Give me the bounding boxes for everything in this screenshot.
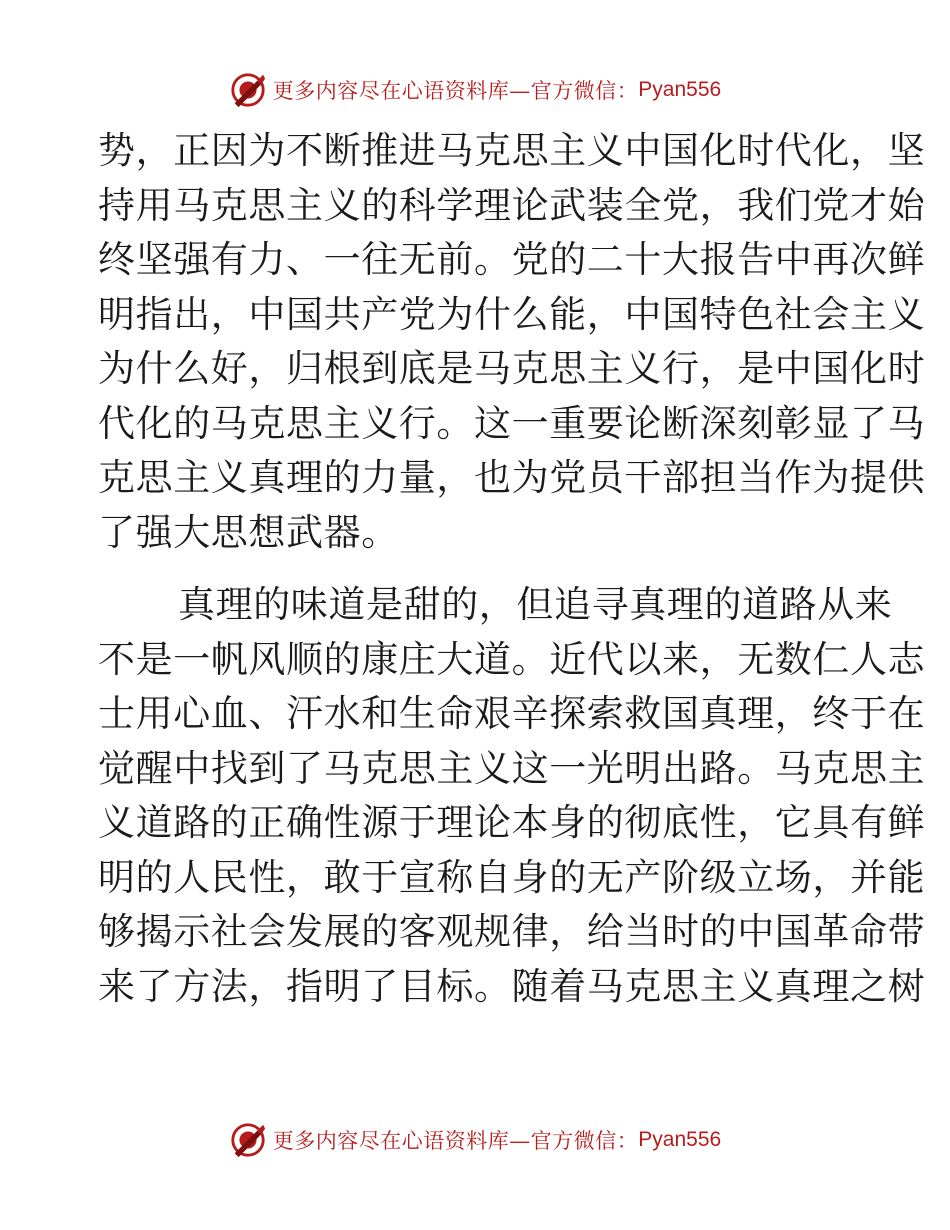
text-line: 终坚强有力、一往无前。党的二十大报告中再次鲜 (98, 238, 926, 281)
text-line: 够揭示社会发展的客观规律，给当时的中国革命带 (98, 910, 926, 953)
text-line: 真理的味道是甜的，但追寻真理的道路从来 (178, 583, 893, 626)
paragraph-gap (98, 560, 848, 578)
text-line: 觉醒中找到了马克思主义这一光明出路。马克思主 (98, 746, 926, 790)
footer-wechat-id: Pyan556 (638, 1128, 722, 1151)
text-line: 代化的马克思主义行。这一重要论断深刻彰显了马 (98, 401, 926, 445)
header-banner (0, 68, 950, 112)
pen-logo-icon (229, 71, 267, 109)
text-line: 了强大思想武器。 (98, 510, 399, 554)
text-line: 士用心血、汗水和生命艰辛探索救国真理，终于在 (98, 692, 926, 735)
footer-banner (0, 1118, 950, 1162)
document-body (98, 124, 926, 1014)
paragraph (98, 124, 926, 560)
text-line: 明指出，中国共产党为什么能，中国特色社会主义 (98, 292, 926, 336)
paragraph (98, 578, 926, 1014)
text-line: 义道路的正确性源于理论本身的彻底性，它具有鲜 (98, 801, 926, 844)
footer-banner-text: 更多内容尽在心语资料库—官方微信： (272, 1129, 639, 1153)
text-line: 势，正因为不断推进马克思主义中国化时代化，坚 (98, 129, 926, 172)
text-line: 明的人民性，敢于宣称自身的无产阶级立场，并能 (98, 855, 926, 899)
text-line: 为什么好，归根到底是马克思主义行，是中国化时 (98, 347, 926, 390)
text-line: 不是一帆风顺的康庄大道。近代以来，无数仁人志 (98, 637, 926, 681)
header-wechat-id: Pyan556 (638, 78, 722, 101)
text-line: 持用马克思主义的科学理论武装全党，我们党才始 (98, 183, 926, 227)
text-line: 克思主义真理的力量，也为党员干部担当作为提供 (98, 456, 926, 499)
pen-logo-icon (229, 1121, 267, 1159)
header-banner-text: 更多内容尽在心语资料库—官方微信： (272, 79, 639, 103)
text-line: 来了方法，指明了目标。随着马克思主义真理之树 (98, 964, 926, 1008)
